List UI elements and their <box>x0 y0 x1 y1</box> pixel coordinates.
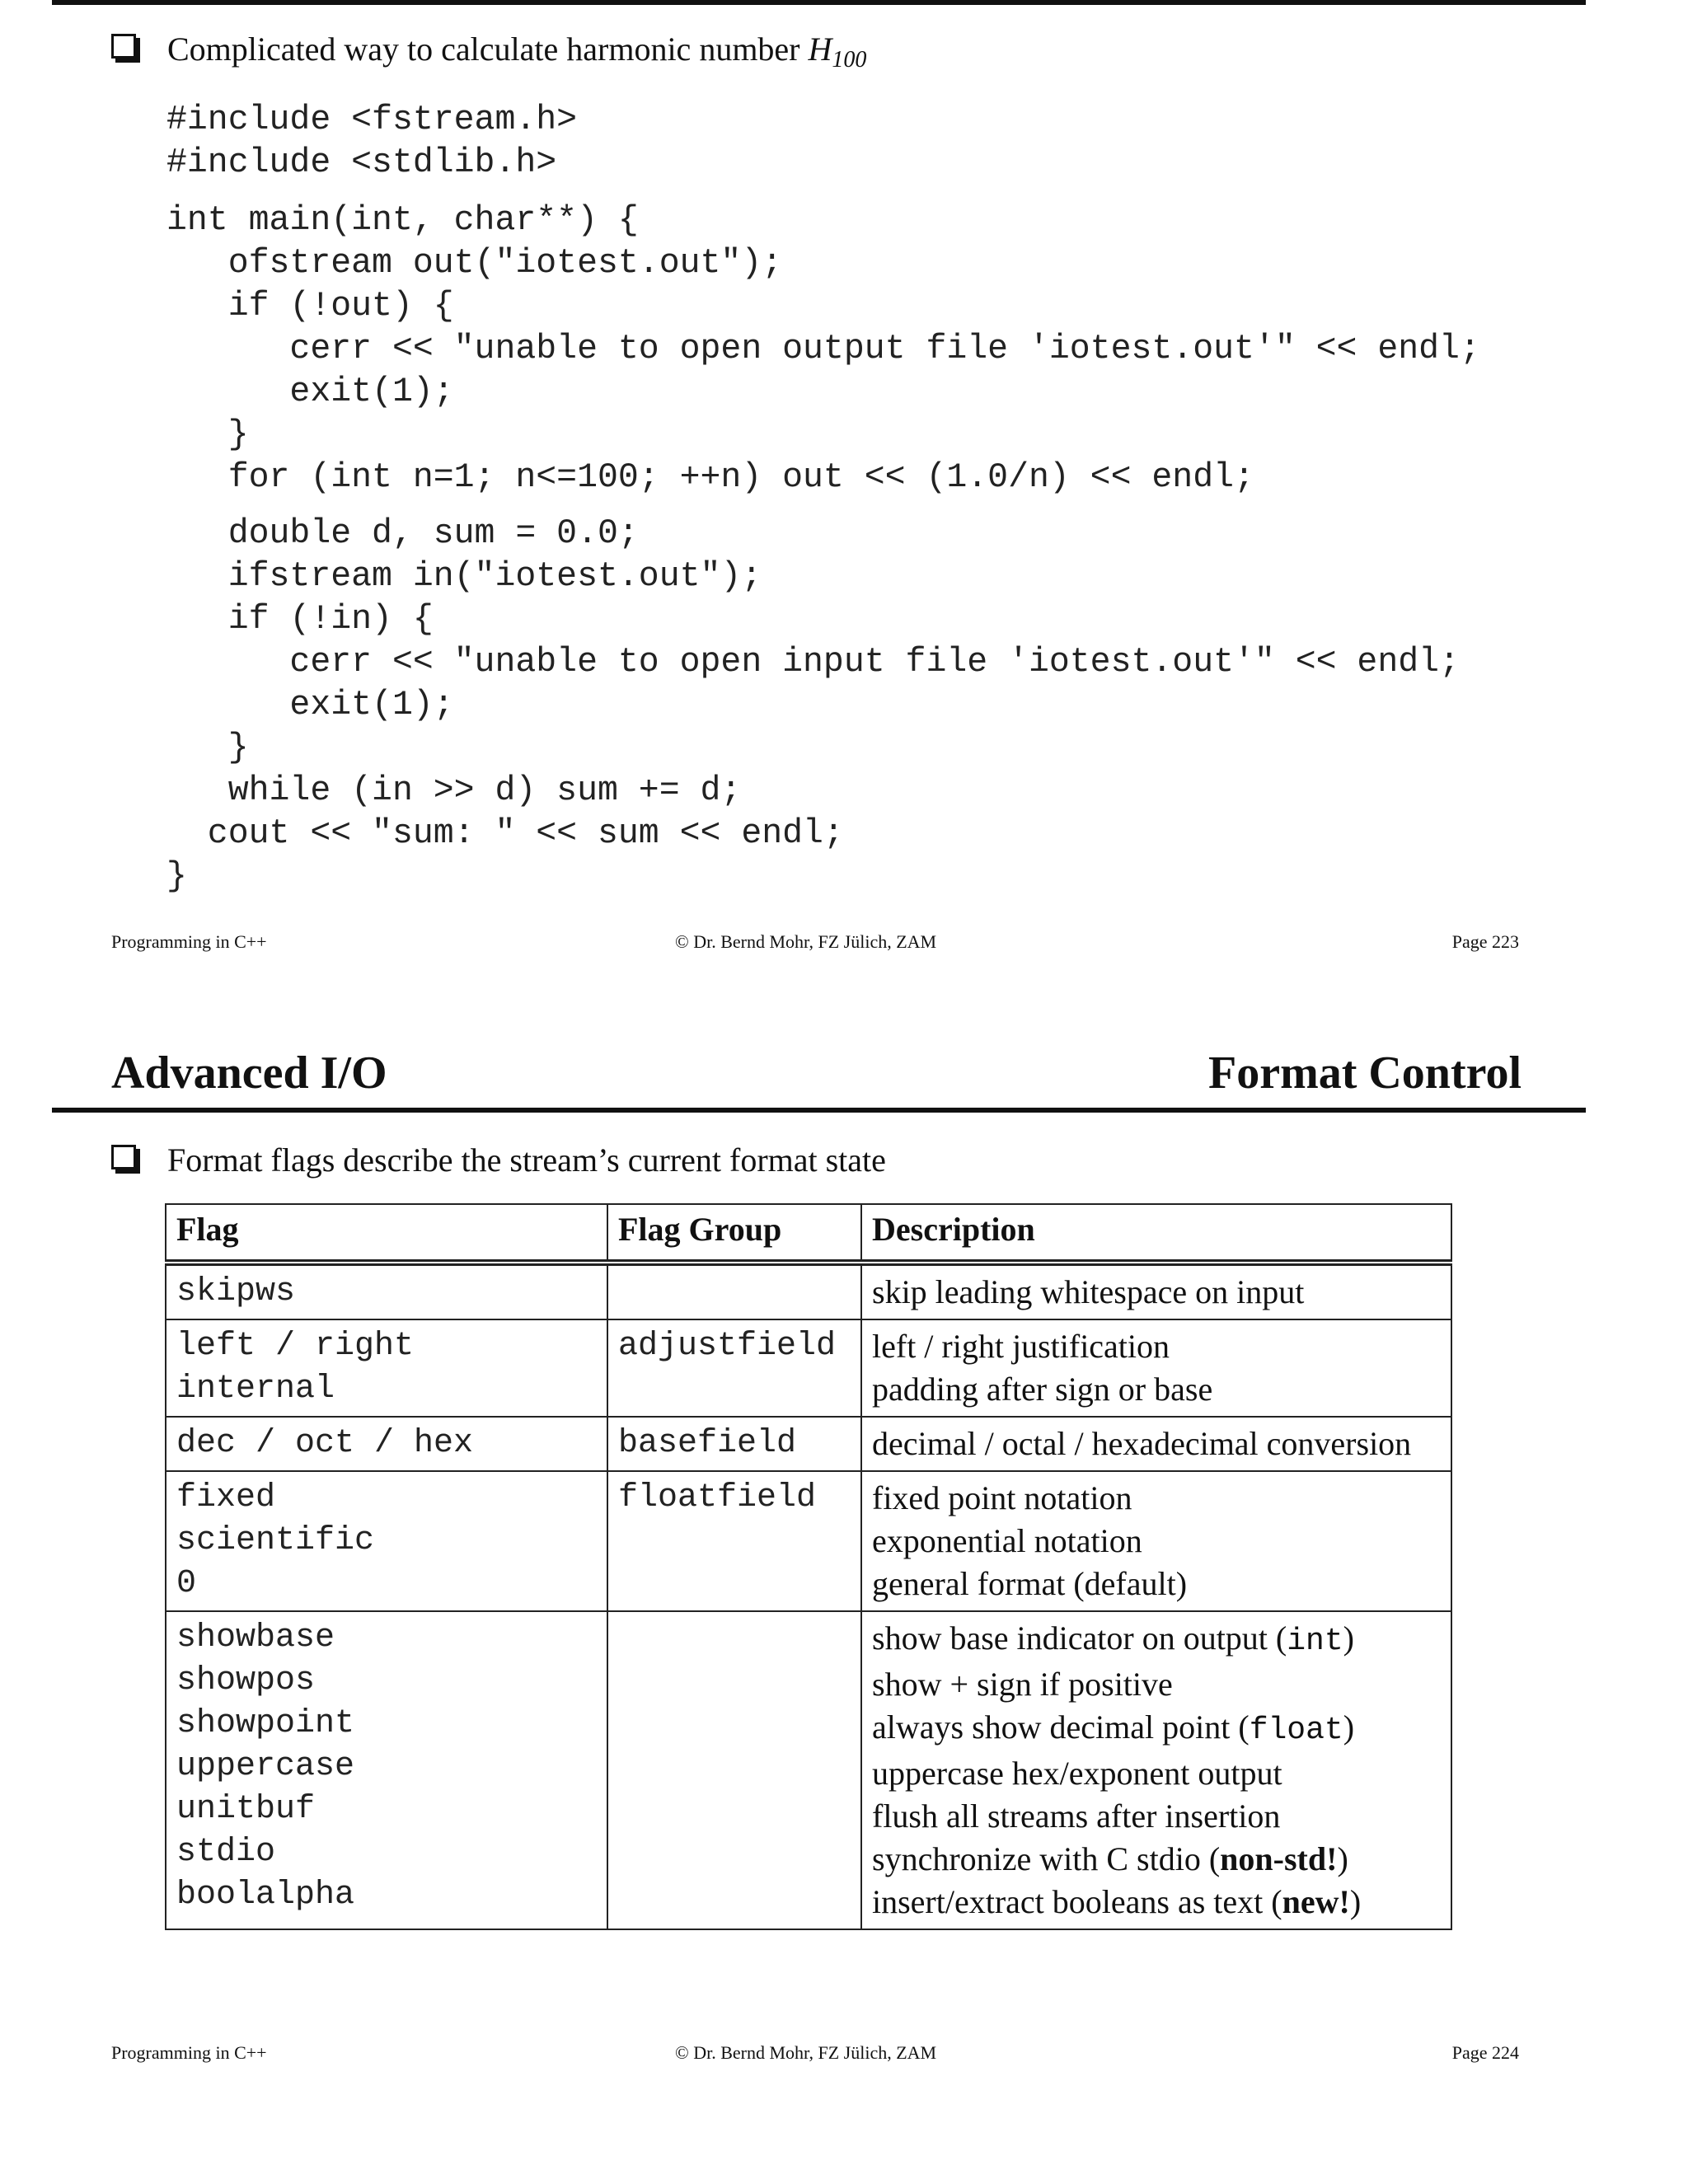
slide-subtitle: Format Control <box>1208 1047 1522 1099</box>
group-cell <box>607 1263 861 1319</box>
title-rule <box>52 1108 1586 1113</box>
flag-cell: left / right internal <box>166 1319 607 1417</box>
code-block-input: double d, sum = 0.0; ifstream in("iotest.out"); if (!in) { cerr << "unable to open input file 'iotest.out'" << endl; exit(1); } while (in >> d) sum += d; cout << "sum: " << sum << endl; } <box>166 514 1460 896</box>
code-includes: #include <fstream.h> #include <stdlib.h> <box>166 101 578 182</box>
bullet-text: Complicated way to calculate harmonic number <box>167 30 800 68</box>
desc-cell: show base indicator on output (int) show + sign if positive always show decimal point (float) uppercase hex/exponent output flush all streams after insertion synchronize with C stdio (non-std!) insert/extract booleans as text (new!) <box>861 1611 1451 1929</box>
footer-author: © Dr. Bernd Mohr, FZ Jülich, ZAM <box>675 2042 937 2063</box>
flag-cell: fixed scientific 0 <box>166 1471 607 1611</box>
top-rule <box>52 0 1586 5</box>
slide-title: Advanced I/O <box>111 1047 387 1099</box>
format-flags-table <box>165 1203 1452 1930</box>
flag-cell: skipws <box>166 1263 607 1319</box>
bullet-text: Format flags describe the stream’s current format state <box>167 1141 886 1179</box>
header-description: Description <box>861 1204 1451 1263</box>
flag-cell: dec / oct / hex <box>166 1417 607 1471</box>
desc-cell: left / right justification padding after sign or base <box>861 1319 1451 1417</box>
group-cell: adjustfield <box>607 1319 861 1417</box>
table-row <box>166 1417 1451 1471</box>
table-header-row <box>166 1204 1451 1263</box>
table-row <box>166 1319 1451 1417</box>
checkbox-bullet-icon <box>111 1145 136 1169</box>
desc-cell: decimal / octal / hexadecimal conversion <box>861 1417 1451 1471</box>
footer-course: Programming in C++ <box>111 2042 267 2063</box>
bullet-harmonic <box>111 30 867 73</box>
group-cell <box>607 1611 861 1929</box>
desc-cell: skip leading whitespace on input <box>861 1263 1451 1319</box>
bullet-format-flags <box>111 1141 886 1179</box>
table-row <box>166 1471 1451 1611</box>
code-block-output: ofstream out("iotest.out"); if (!out) { cerr << "unable to open output file 'iotest.out'" << endl; exit(1); } for (int n=1; n<=100; ++n) out << (1.0/n) << endl; <box>227 244 1480 497</box>
footer-page: Page 224 <box>1451 2042 1519 2063</box>
harmonic-symbol: $H_{100}$ <box>808 30 867 73</box>
group-cell: floatfield <box>607 1471 861 1611</box>
footer-course: Programming in C++ <box>111 931 267 952</box>
table-row <box>166 1611 1451 1929</box>
footer-page: Page 223 <box>1451 931 1519 952</box>
code-main-open: int main(int, char**) { <box>166 201 639 240</box>
group-cell: basefield <box>607 1417 861 1471</box>
footer-author: © Dr. Bernd Mohr, FZ Jülich, ZAM <box>675 931 937 952</box>
flag-cell: showbase showpos showpoint uppercase unitbuf stdio boolalpha <box>166 1611 607 1929</box>
header-flag: Flag <box>166 1204 607 1263</box>
checkbox-bullet-icon <box>111 34 136 59</box>
desc-cell: fixed point notation exponential notation general format (default) <box>861 1471 1451 1611</box>
table-row <box>166 1263 1451 1319</box>
header-flag-group: Flag Group <box>607 1204 861 1263</box>
